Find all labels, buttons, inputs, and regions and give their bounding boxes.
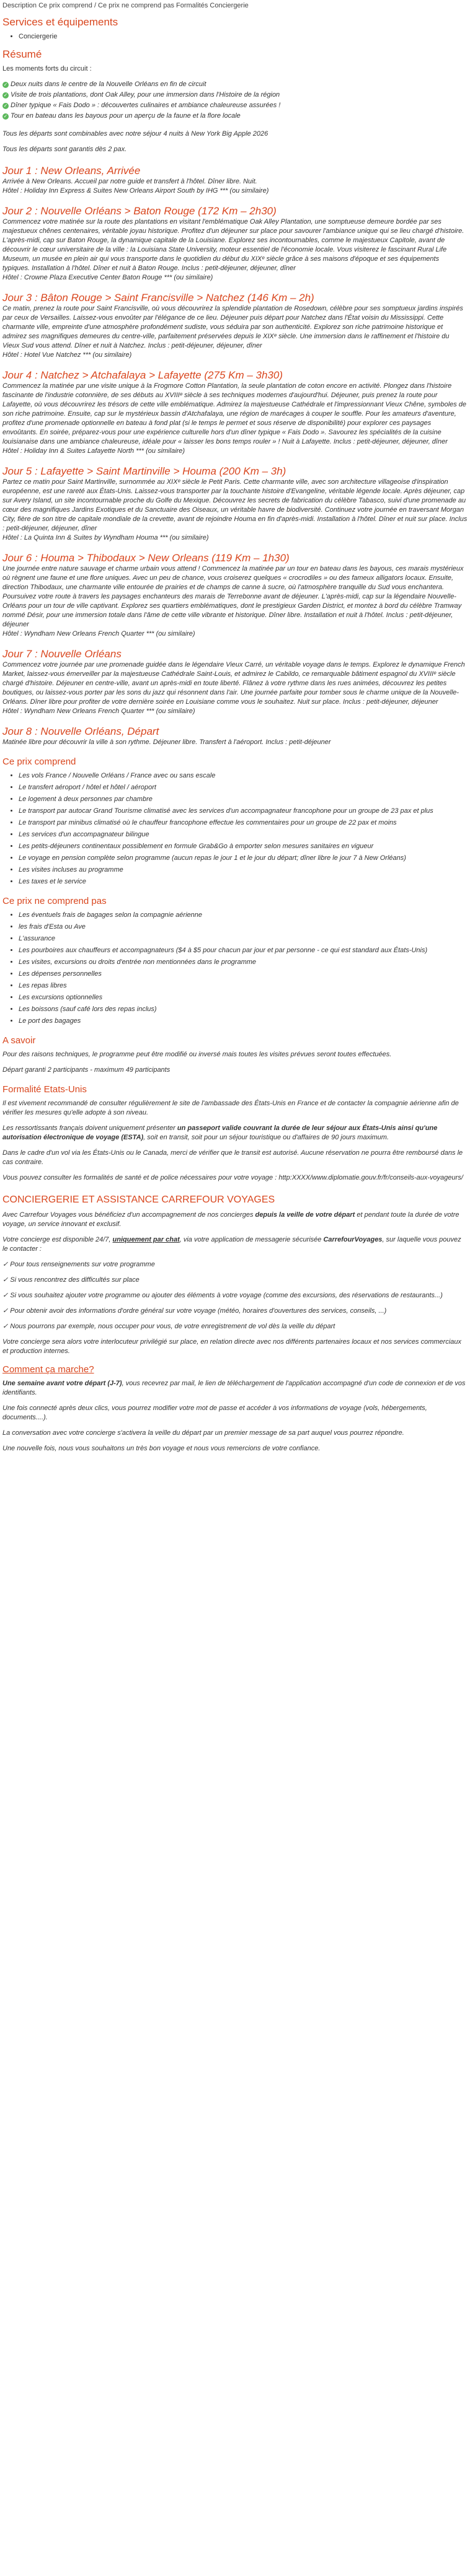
services-list <box>2 32 468 42</box>
conciergerie-bullet: ✓ Si vous rencontrez des difficultés sur place <box>2 1276 140 1284</box>
list-item: • Les visites incluses au programme <box>19 865 468 875</box>
conciergerie-text: Votre concierge est disponible 24/7, uniquement par chat, via votre application de messagerie sécurisée CarrefourVoyages, sur laquelle vous pouvez le contacter : <box>2 1236 461 1253</box>
day-2 <box>2 204 468 283</box>
day-title: Jour 7 : Nouvelle Orléans <box>2 648 122 660</box>
list-item: • Les services d'un accompagnateur bilingue <box>19 830 468 839</box>
services-title: Services et équipements <box>2 16 118 28</box>
day-title: Jour 6 : Houma > Thibodaux > New Orleans (119 Km – 1h30) <box>2 552 290 564</box>
list-item: • Les taxes et le service <box>19 877 468 887</box>
day-text: Commencez votre matinée sur la route des plantations en visitant l'emblématique Oak Alley Plantation, une somptueuse demeure bordée par ses majestueux chênes centenaires, véritable joyau historique. Profitez d'un déjeuner sur place pour savourer l'ambiance unique qui se lieu chargé d'histoire. L'après-midi, cap sur Baton Rouge, la dynamique capitale de la Louisiane. Explorez ses incontournables, comme le majestueux Capitole, avant de découvrir le cœur universitaire de la ville : la Louisiana State University, moteur essentiel de l'économie locale. Vous visiterez le fascinant Rural Life Museum, un musée en plein air qui vous transporte dans le quotidien du début du XIXᵉ siècle grâce à ses maisons d'époque et ses équipements typiques. Installation à l'hôtel. Dîner et nuit à Baton Rouge. Inclus : petit-déjeuner, déjeuner, dîner <box>2 218 464 272</box>
list-item: • Les excursions optionnelles <box>19 993 468 1002</box>
includes-list <box>2 771 468 887</box>
day-hotel: Hôtel : Crowne Plaza Executive Center Baton Rouge *** (ou similaire) <box>2 274 213 281</box>
check-icon: ✓ <box>3 102 8 108</box>
day-text: Partez ce matin pour Saint Martinville, surnommée au XIXᵉ siècle le Petit Paris. Cette charmante ville, avec son architecture villageoise d'inspiration européenne, est une rareté aux États-Unis. Laissez-vous transporter par la touchante histoire d'Evangeline, véritable légende locale. Après déjeuner, cap sur Avery Island, un site incontournable proche du Golfe du Mexique. Découvrez les secrets de fabrication du célèbre Tabasco, suivi d'une promenade au cœur des magnifiques Jardins Exotiques et du Sanctuaire des Oiseaux, un véritable havre de biodiversité. Continuez votre journée en traversant Morgan City, fière de son titre de capitale mondiale de la crevette, avant de rejoindre Houma en fin d'après-midi. Installation à l'hôtel. Dîner et nuit sur place. Inclus : petit-déjeuner, déjeuner, dîner <box>2 478 468 532</box>
list-item: • Le voyage en pension complète selon programme (aucun repas le jour 1 et le jour du départ; dîner libre le jour 7 à New Orléans) <box>19 854 468 863</box>
day-text: Matinée libre pour découvrir la ville à son rythme. Déjeuner libre. Transfert à l'aéroport. Inclus : petit-déjeuner <box>2 738 331 746</box>
formalites-text: Il est vivement recommandé de consulter régulièrement le site de l'ambassade des États-Unis en France et de contacter la compagnie aérienne afin de vérifier les mesures qu'elle adopte à son niveau. <box>2 1100 459 1116</box>
resume-note: Tous les départs sont combinables avec notre séjour 4 nuits à New York Big Apple 2026 <box>2 130 268 138</box>
list-item: • Conciergerie <box>19 32 468 42</box>
day-text: Ce matin, prenez la route pour Saint Francisville, où vous découvrirez la splendide plantation de Rosedown, célèbre pour ses somptueux jardins inspirés par ceux de Versailles. Laissez-vous envoûter par l'élégance de ce lieu. Déjeuner puis départ pour Natchez dans l'État voisin du Mississippi. Cette charmante ville, empreinte d'une atmosphère profondément sudiste, vous séduira par son authenticité. Explorez son riche patrimoine historique et admirez ses magnifiques demeures du centre-ville, parfaitement préservées depuis le XIXᵉ siècle. Une immersion dans le raffinement et l'histoire du Vieux Sud vous attend. Dîner et nuit à Natchez. Inclus : petit-déjeuner, déjeuner, dîner <box>2 305 463 349</box>
list-item: • Le port des bagages <box>19 1017 468 1026</box>
day-text: Commencez votre journée par une promenade guidée dans le légendaire Vieux Carré, un véritable voyage dans le temps. Explorez le dynamique French Market, laissez-vous émerveiller par la majestueuse Cathédrale Saint-Louis, et admirez le Cabildo, ce remarquable bâtiment espagnol du XVIIIᵉ siècle chargé d'histoire. Déjeuner en centre-ville, avant un après-midi en toute liberté. Flânez à votre rythme dans les rues animées, découvrez les petites boutiques, ou laissez-vous porter par les sons du jazz qui résonnent dans l'air. Une journée parfaite pour tomber sous le charme unique de la Nouvelle-Orléans. Dîner libre pour profiter de votre dernière soirée en Louisiane comme vous le souhaitez. Nuit sur place. Inclus : petit-déjeuner, déjeuner <box>2 661 465 706</box>
day-text: Commencez la matinée par une visite unique à la Frogmore Cotton Plantation, la seule plantation de coton encore en activité. Plongez dans l'histoire fascinante de l'industrie cotonnière, de ses débuts au XVIIIᵉ siècle à ses techniques modernes d'aujourd'hui. Déjeuner, puis prenez la route pour Lafayette, où vous découvrirez les trésors de cette ville emblématique. Admirez la majestueuse Cathédrale et l'impressionnant Vieux Chêne, symboles de son riche patrimoine. Ensuite, cap sur le mystérieux bassin d'Atchafalaya, une région de marécages à couper le souffle. Pour les amateurs d'aventure, profitez d'une promenade optionnelle en bateau à fond plat (si le temps le permet et sous réserve de disponibilité) pour explorer ces paysages envoûtants. En soirée, préparez-vous pour une expérience culturelle hors d'un dîner typique « Fais Dodo ». Savourez les spécialités de la cuisine louisianaise dans une ambiance chaleureuse, idéale pour « laisser les bons temps rouler » ! Nuit à Lafayette. Inclus : petit-déjeuner, déjeuner, dîner <box>2 382 467 445</box>
list-item: • Les visites, excursions ou droits d'entrée non mentionnées dans le programme <box>19 958 468 967</box>
formalites-title: Formalité Etats-Unis <box>2 1084 87 1095</box>
list-item: • Les dépenses personnelles <box>19 970 468 979</box>
day-title: Jour 1 : New Orleans, Arrivée <box>2 165 141 177</box>
conciergerie-bullet: ✓ Si vous souhaitez ajouter votre programme ou ajouter des éléments à votre voyage (comme des excursions, des réservations de restaurants...) <box>2 1292 443 1299</box>
day-text: Une journée entre nature sauvage et charme urbain vous attend ! Commencez la matinée par un tour en bateau dans les bayous, ces marais mystérieux où règnent une faune et une flore uniques. Avec un peu de chance, vous croiserez quelques « crocrodiles » ou des fameux alligators locaux. Ensuite, direction Thibodaux, une charmante ville entourée de prairies et de champs de canne à sucre, où l'atmosphère tranquille du Sud vous enchantera. Poursuivez votre route à travers les paysages enchanteurs des marais de Terrebonne avant de déjeuner. L'après-midi, cap sur la légendaire Nouvelle-Orléans pour un tour de ville captivant. Explorez ses quartiers emblématiques, dont le prestigieux Garden District, et montez à bord du célèbre Tramway nommé Désir, pour une immersion totale dans l'âme de cette ville vibrante et historique. Dîner libre. Installation et nuit à l'hôtel. Inclus : petit-déjeuner, déjeuner <box>2 565 464 628</box>
check-icon: ✓ <box>3 92 8 98</box>
excludes-list <box>2 911 468 1026</box>
list-item: • les frais d'Esta ou Ave <box>19 922 468 932</box>
day-title: Jour 4 : Natchez > Atchafalaya > Lafayette (275 Km – 3h30) <box>2 369 283 381</box>
excludes-title: Ce prix ne comprend pas <box>2 896 107 906</box>
list-item: ✓ Dîner typique « Fais Dodo » : découvertes culinaires et ambiance chaleureuse assurées ! <box>3 102 281 109</box>
list-item: • Les repas libres <box>19 981 468 991</box>
conciergerie-text: Votre concierge sera alors votre interlocuteur privilégié sur place, en relation directe avec nos différents partenaires locaux et nos services commerciaux et production internes. <box>2 1338 462 1355</box>
list-item: • Les petits-déjeuners continentaux possiblement en formule Grab&Go à emporter selon mesures sanitaires en vigueur <box>19 842 468 851</box>
list-item: • Le logement à deux personnes par chambre <box>19 795 468 804</box>
list-item: ✓ Deux nuits dans le centre de la Nouvelle Orléans en fin de circuit <box>3 81 206 88</box>
highlights-list <box>2 80 468 121</box>
list-item: • Les pourboires aux chauffeurs et accompagnateurs ($4 à $5 pour chacun par jour et par personne - ce qui est standard aux États-Unis) <box>19 946 468 955</box>
resume-intro: Les moments forts du circuit : <box>2 65 92 72</box>
comment-text: Une nouvelle fois, nous vous souhaitons un très bon voyage et nous vous remercions de votre confiance. <box>2 1445 321 1452</box>
list-item: • Les vols France / Nouvelle Orléans / France avec ou sans escale <box>19 771 468 781</box>
list-item: ✓ Visite de trois plantations, dont Oak Alley, pour une immersion dans l'Histoire de la région <box>3 91 280 99</box>
comment-text: La conversation avec votre concierge s'activera la veille du départ par un premier message de sa part auquel vous pourrez répondre. <box>2 1429 404 1437</box>
a-savoir-title: A savoir <box>2 1035 36 1046</box>
comment-text: Une semaine avant votre départ (J-7), vous recevrez par mail, le lien de téléchargement de l'application accompagné d'un code de connexion et de vos identifiants. <box>2 1380 466 1396</box>
conciergerie-bullet: ✓ Pour tous renseignements sur votre programme <box>2 1261 155 1268</box>
check-icon: ✓ <box>3 81 8 87</box>
day-8 <box>2 725 468 747</box>
day-7 <box>2 647 468 716</box>
resume-title: Résumé <box>2 48 42 60</box>
day-title: Jour 8 : Nouvelle Orléans, Départ <box>2 725 159 737</box>
list-item: • Le transfert aéroport / hôtel et hôtel / aéroport <box>19 783 468 792</box>
day-1 <box>2 164 468 196</box>
list-item: • Les boissons (sauf café lors des repas inclus) <box>19 1005 468 1014</box>
conciergerie-text: Avec Carrefour Voyages vous bénéficiez d'un accompagnement de nos concierges depuis la veille de votre départ et pendant toute la durée de votre voyage, un service innovant et exclusif. <box>2 1211 459 1228</box>
day-5 <box>2 465 468 543</box>
list-item: • Le transport par autocar Grand Tourisme climatisé avec les services d'un accompagnateur francophone pour un groupe de 23 pax et plus <box>19 807 468 816</box>
day-6 <box>2 551 468 639</box>
day-hotel: Hôtel : Holiday Inn & Suites Lafayette North *** (ou similaire) <box>2 447 185 455</box>
list-item: • Les éventuels frais de bagages selon la compagnie aérienne <box>19 911 468 920</box>
a-savoir-text: Pour des raisons techniques, le programme peut être modifié ou inversé mais toutes les visites prévues seront toutes effectuées. <box>2 1051 392 1058</box>
day-title: Jour 5 : Lafayette > Saint Martinville > Houma (200 Km – 3h) <box>2 465 286 477</box>
day-4 <box>2 369 468 456</box>
breadcrumb: Description Ce prix comprend / Ce prix ne comprend pas Formalités Conciergerie <box>2 2 249 9</box>
check-icon: ✓ <box>3 113 8 119</box>
includes-title: Ce prix comprend <box>2 756 76 767</box>
day-title: Jour 3 : Bâton Rouge > Saint Francisville > Natchez (146 Km – 2h) <box>2 292 314 304</box>
list-item: ✓ Tour en bateau dans les bayous pour un aperçu de la faune et la flore locale <box>3 112 241 120</box>
comment-title: Comment ça marche? <box>2 1364 94 1375</box>
day-hotel: Hôtel : La Quinta Inn & Suites by Wyndham Houma *** (ou similaire) <box>2 534 209 541</box>
day-text: Arrivée à New Orleans. Accueil par notre guide et transfert à l'hôtel. Dîner libre. Nuit. <box>2 178 257 185</box>
day-3 <box>2 291 468 360</box>
conciergerie-bullet: ✓ Pour obtenir avoir des informations d'ordre général sur votre voyage (météo, horaires d'ouvertures des services, conseils, ...) <box>2 1307 387 1315</box>
day-hotel: Hôtel : Wyndham New Orleans French Quarter *** (ou similaire) <box>2 630 195 637</box>
list-item: • Le transport par minibus climatisé où le chauffeur francophone effectue les commentaires pour un groupe de 22 pax et moins <box>19 818 468 828</box>
day-title: Jour 2 : Nouvelle Orléans > Baton Rouge (172 Km – 2h30) <box>2 205 277 217</box>
conciergerie-title: CONCIERGERIE ET ASSISTANCE CARREFOUR VOYAGES <box>2 1194 275 1205</box>
resume-note: Tous les départs sont garantis dès 2 pax. <box>2 146 127 153</box>
day-hotel: Hôtel : Hotel Vue Natchez *** (ou similaire) <box>2 351 132 359</box>
comment-text: Une fois connecté après deux clics, vous pourrez modifier votre mot de passe et accéder à vos informations de voyage (vols, hébergements, documents....). <box>2 1404 427 1421</box>
formalites-text: Les ressortissants français doivent uniquement présenter un passeport valide couvrant la durée de leur séjour aux États-Unis ainsi qu'une autorisation électronique de voyage (ESTA), soit en transit, soit pour un séjour touristique ou d'affaires de 90 jours maximum. <box>2 1124 438 1141</box>
conciergerie-bullet: ✓ Nous pourrons par exemple, nous occuper pour vous, de votre enregistrement de vol dès la veille du départ <box>2 1323 335 1330</box>
list-item: • L'assurance <box>19 934 468 944</box>
day-hotel: Hôtel : Holiday Inn Express & Suites New Orleans Airport South by IHG *** (ou similaire) <box>2 187 269 195</box>
formalites-text: Dans le cadre d'un vol via les États-Unis ou le Canada, merci de vérifier que le transit est autorisé. Aucune réservation ne pourra être remboursé dans le cas contraire. <box>2 1149 463 1166</box>
formalites-text: Vous pouvez consulter les formalités de santé et de police nécessaires pour votre voyage : http:XXXX/www.diplomatie.gouv.fr/fr/conseils-aux-voyageurs/ <box>2 1174 463 1181</box>
day-hotel: Hôtel : Wyndham New Orleans French Quarter *** (ou similaire) <box>2 708 195 715</box>
a-savoir-text: Départ garanti 2 participants - maximum 49 participants <box>2 1066 171 1074</box>
